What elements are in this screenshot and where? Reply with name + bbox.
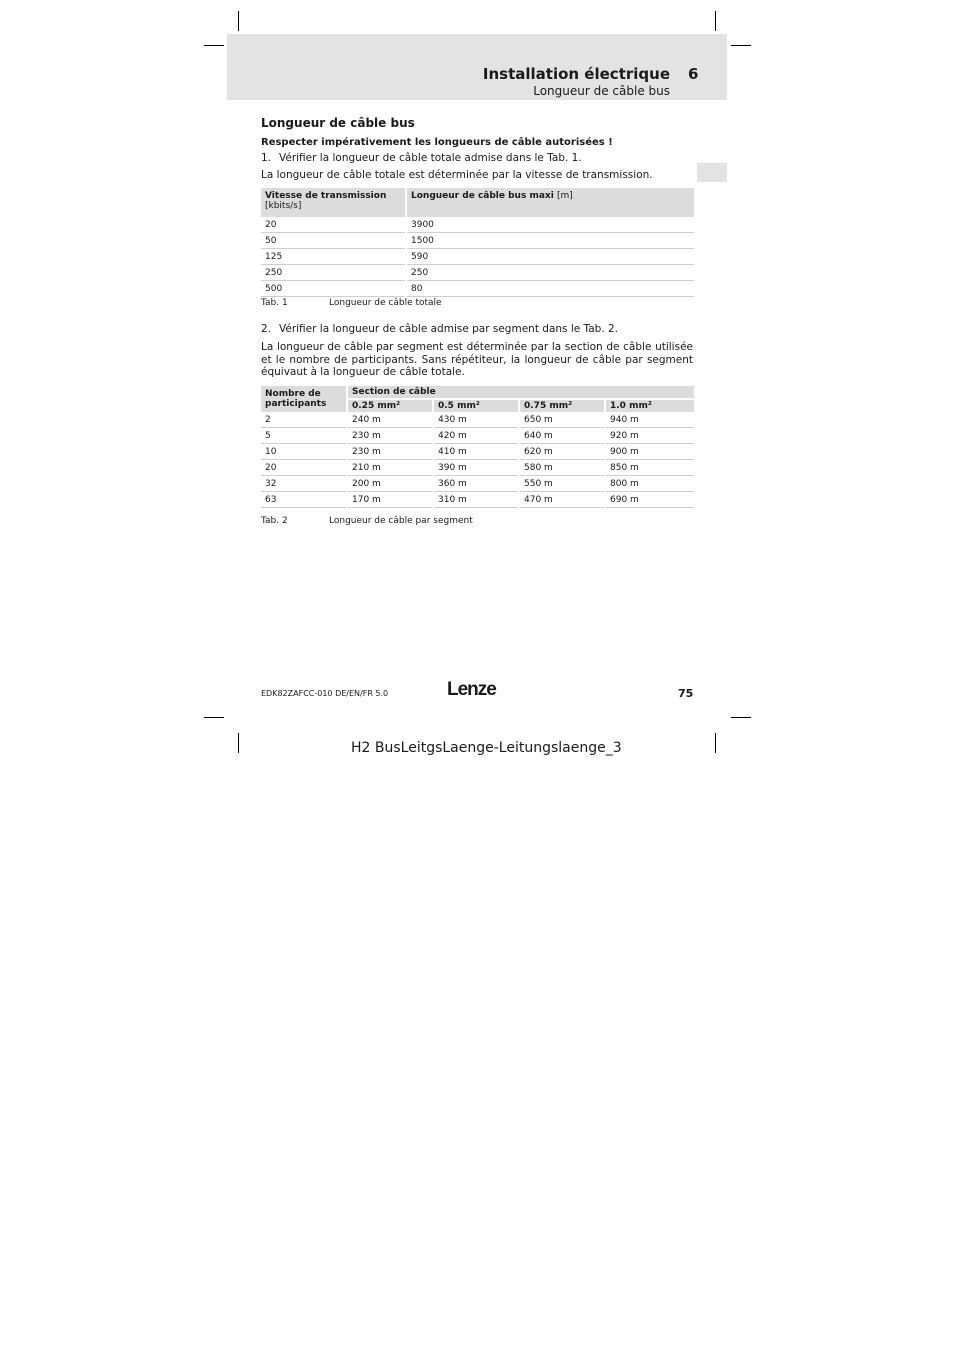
caption-text: Longueur de câble par segment bbox=[329, 516, 473, 526]
table-header-row bbox=[261, 188, 694, 217]
cell: 125 bbox=[261, 249, 406, 265]
cell: 390 m bbox=[433, 460, 519, 476]
header-speed bbox=[261, 188, 406, 217]
table-row bbox=[261, 233, 694, 249]
crop-mark bbox=[238, 733, 239, 753]
cell: 360 m bbox=[433, 476, 519, 492]
cell: 210 m bbox=[347, 460, 433, 476]
crop-mark bbox=[204, 45, 224, 46]
cell: 850 m bbox=[605, 460, 694, 476]
cell: 20 bbox=[261, 217, 406, 233]
section-title: Longueur de câble bus bbox=[261, 116, 415, 130]
cell: 200 m bbox=[347, 476, 433, 492]
cell: 430 m bbox=[433, 412, 519, 428]
lenze-logo: Lenze bbox=[447, 679, 496, 700]
cell: 420 m bbox=[433, 428, 519, 444]
cell: 20 bbox=[261, 460, 347, 476]
table-row bbox=[261, 460, 694, 476]
header-speed-unit: [kbits/s] bbox=[265, 201, 302, 211]
cell: 1500 bbox=[406, 233, 694, 249]
step-1 bbox=[261, 152, 582, 164]
step-text: Vérifier la longueur de câble admise par segment dans le Tab. 2. bbox=[279, 323, 619, 335]
cell: 640 m bbox=[519, 428, 605, 444]
chapter-side-tab bbox=[697, 163, 727, 182]
cell: 10 bbox=[261, 444, 347, 460]
cell: 620 m bbox=[519, 444, 605, 460]
cell: 470 m bbox=[519, 492, 605, 508]
crop-mark bbox=[204, 717, 224, 718]
table-row bbox=[261, 249, 694, 265]
cell: 240 m bbox=[347, 412, 433, 428]
table-row bbox=[261, 281, 694, 297]
cell: 900 m bbox=[605, 444, 694, 460]
cell: 3900 bbox=[406, 217, 694, 233]
cell: 170 m bbox=[347, 492, 433, 508]
step-number: 1. bbox=[261, 152, 272, 164]
paragraph-1: La longueur de câble totale est déterminée par la vitesse de transmission. bbox=[261, 169, 653, 181]
header-section: Section de câble bbox=[347, 386, 694, 399]
table-header-row bbox=[261, 386, 694, 399]
document-code: EDK82ZAFCC-010 DE/EN/FR 5.0 bbox=[261, 689, 389, 698]
cell: 310 m bbox=[433, 492, 519, 508]
crop-mark bbox=[238, 11, 239, 31]
caption-label: Tab. 2 bbox=[261, 516, 288, 526]
cell: 920 m bbox=[605, 428, 694, 444]
cell: 63 bbox=[261, 492, 347, 508]
cell: 2 bbox=[261, 412, 347, 428]
cell: 800 m bbox=[605, 476, 694, 492]
header-section-10: 1.0 mm² bbox=[605, 399, 694, 412]
step-2 bbox=[261, 323, 618, 335]
cell: 500 bbox=[261, 281, 406, 297]
header-section-025: 0.25 mm² bbox=[347, 399, 433, 412]
header-speed-line1: Vitesse de transmission bbox=[265, 191, 387, 201]
cell: 80 bbox=[406, 281, 694, 297]
step-number: 2. bbox=[261, 323, 272, 335]
table-row bbox=[261, 428, 694, 444]
table-row bbox=[261, 492, 694, 508]
header-section-05: 0.5 mm² bbox=[433, 399, 519, 412]
chapter-number: 6 bbox=[688, 65, 699, 83]
chapter-title: Installation électrique bbox=[482, 65, 670, 83]
cell: 940 m bbox=[605, 412, 694, 428]
crop-mark bbox=[731, 717, 751, 718]
cell: 250 bbox=[406, 265, 694, 281]
caption-label: Tab. 1 bbox=[261, 298, 288, 308]
header-participants: Nombre de participants bbox=[261, 386, 347, 412]
table-2-caption bbox=[261, 516, 473, 526]
table-row bbox=[261, 476, 694, 492]
table-row bbox=[261, 444, 694, 460]
cell: 650 m bbox=[519, 412, 605, 428]
table-1-caption bbox=[261, 298, 442, 308]
cell: 690 m bbox=[605, 492, 694, 508]
cell: 230 m bbox=[347, 428, 433, 444]
table-transmission bbox=[261, 188, 694, 297]
caption-text: Longueur de câble totale bbox=[329, 298, 442, 308]
header-length-unit: [m] bbox=[556, 191, 573, 201]
table-row bbox=[261, 265, 694, 281]
chapter-subtitle: Longueur de câble bus bbox=[533, 84, 670, 98]
header-length bbox=[406, 188, 694, 217]
table-row bbox=[261, 217, 694, 233]
warning-text: Respecter impérativement les longueurs de câble autorisées ! bbox=[261, 137, 613, 148]
crop-mark bbox=[731, 45, 751, 46]
crop-mark bbox=[715, 733, 716, 753]
header-length-label: Longueur de câble bus maxi bbox=[411, 191, 554, 201]
step-text: Vérifier la longueur de câble totale admise dans le Tab. 1. bbox=[279, 152, 582, 164]
bottom-label: H2 BusLeitgsLaenge-Leitungslaenge_3 bbox=[351, 740, 622, 756]
header-section-075: 0.75 mm² bbox=[519, 399, 605, 412]
cell: 550 m bbox=[519, 476, 605, 492]
table-segment bbox=[261, 386, 694, 508]
cell: 230 m bbox=[347, 444, 433, 460]
cell: 5 bbox=[261, 428, 347, 444]
cell: 580 m bbox=[519, 460, 605, 476]
cell: 50 bbox=[261, 233, 406, 249]
paragraph-2: La longueur de câble par segment est déterminée par la section de câble utilisée et le nombre de participants. Sans répétiteur, la longueur de câble par segment équivaut à la longueur de câble totale. bbox=[261, 341, 693, 378]
cell: 590 bbox=[406, 249, 694, 265]
page-number: 75 bbox=[678, 687, 694, 700]
crop-mark bbox=[715, 11, 716, 31]
cell: 410 m bbox=[433, 444, 519, 460]
cell: 250 bbox=[261, 265, 406, 281]
table-row bbox=[261, 412, 694, 428]
cell: 32 bbox=[261, 476, 347, 492]
